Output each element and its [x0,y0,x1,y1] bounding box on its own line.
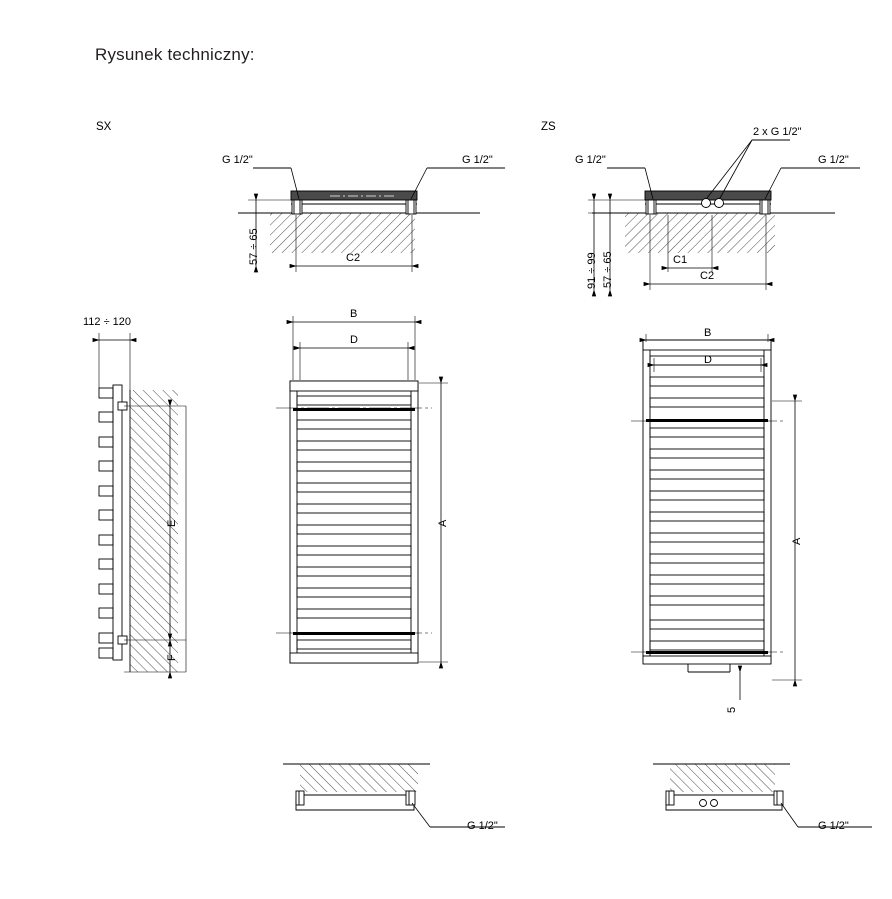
label-c1: C1 [673,254,688,266]
top-left-section-geometry [238,168,505,272]
side-view-geometry [99,333,186,672]
label-5: 5 [726,706,738,713]
label-2x-g-half: 2 x G 1/2" [753,126,802,138]
view-tag-sx: SX [96,121,112,133]
front-view-right-geometry [631,334,802,700]
label-g-half-bottom-left: G 1/2" [467,820,498,832]
label-b-right: B [704,327,712,339]
label-b-left: B [350,308,358,320]
label-g-half-right-top: G 1/2" [462,154,493,166]
label-a-right: A [791,537,803,545]
view-tag-zs: ZS [541,121,556,133]
front-view-left-geometry [276,316,448,663]
label-57-65-right: 57 ÷ 65 [602,251,614,288]
label-c2-left: C2 [346,252,361,264]
label-57-65-left: 57 ÷ 65 [248,228,260,265]
label-g-half-bottom-right: G 1/2" [818,820,849,832]
label-d-right: D [704,354,712,366]
bottom-right-section-geometry [653,764,872,827]
label-91-99: 91 ÷ 99 [586,252,598,289]
bottom-left-section-geometry [283,764,505,827]
label-112-120: 112 ÷ 120 [83,316,132,328]
label-f: F [166,654,178,661]
label-g-half-left-top: G 1/2" [222,154,253,166]
label-a-left: A [437,519,449,527]
label-g-half-right-top-zs: G 1/2" [818,154,849,166]
label-d-left: D [350,334,358,346]
page-title: Rysunek techniczny: [95,45,255,64]
label-e: E [166,519,178,527]
label-c2-right: C2 [700,270,715,282]
label-g-half-left-top-zs: G 1/2" [575,154,606,166]
